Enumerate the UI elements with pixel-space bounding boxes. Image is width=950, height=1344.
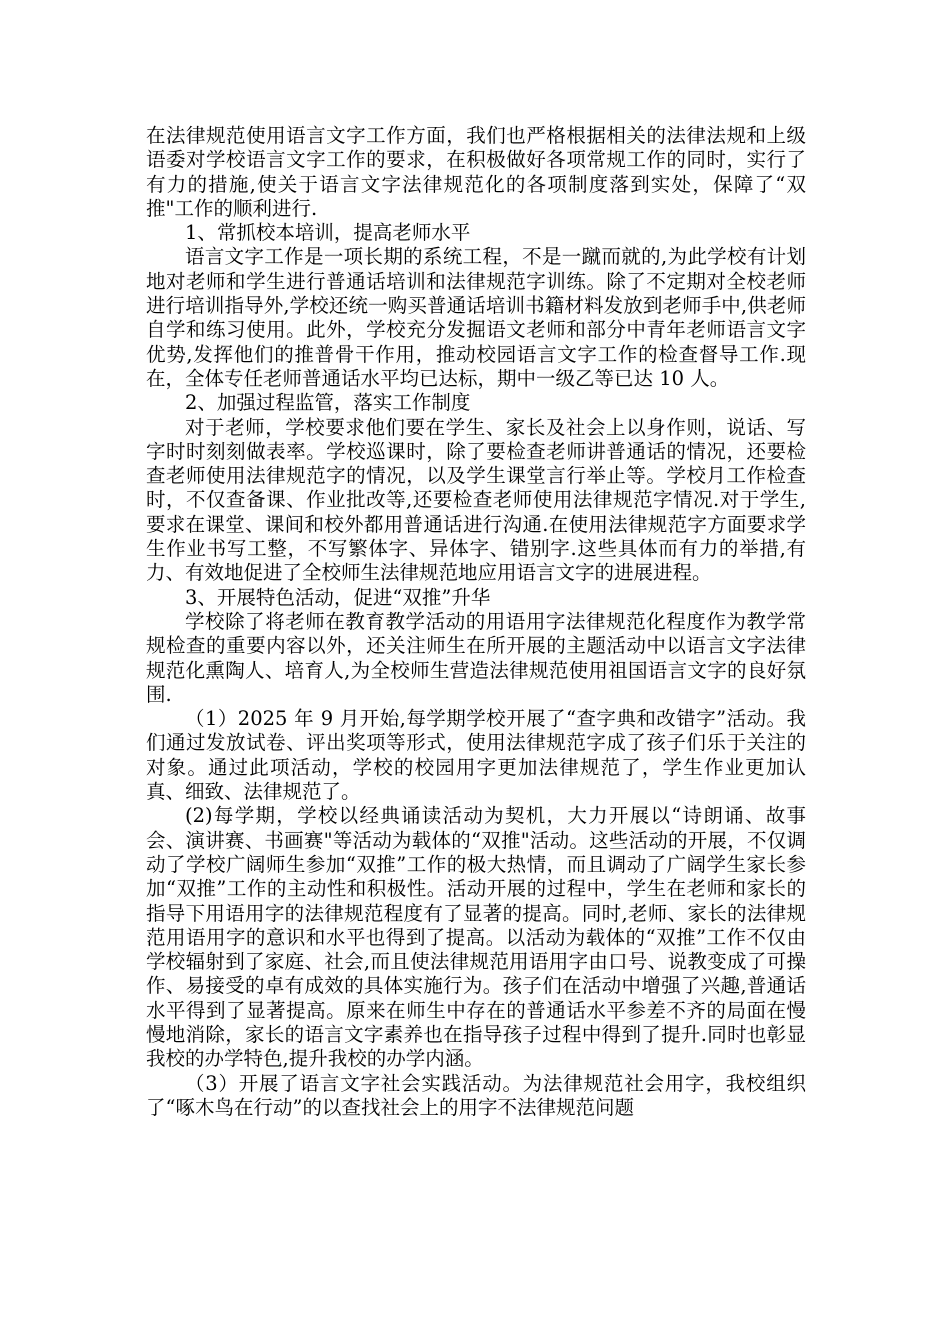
section-heading-3: 3、开展特色活动，促进“双推”升华 [185,585,491,609]
intro-paragraph: 在法律规范使用语言文字工作方面，我们也严格根据相关的法律法规和上级语委对学校语言文字工作的要求，在积极做好各项常规工作的同时，实行了有力的措施,使关于语言文字法律规范化的各项制度落到实处，保障了“双推"工作的顺利进行. [146,124,806,220]
document-body [146,124,806,1120]
section-heading-2: 2、加强过程监管，落实工作制度 [185,391,471,415]
activity-1-paragraph: （1）2025 年 9 月开始,每学期学校开展了“查字典和改错字”活动。我们通过发放试卷、评出奖项等形式，使用法律规范字成了孩子们乐于关注的对象。通过此项活动，学校的校园用字更加法律规范了，学生作业更加认真、细致、法律规范了。 [146,707,806,804]
activity-3-paragraph: （3）开展了语言文字社会实践活动。为法律规范社会用字，我校组织了“啄木鸟在行动”的以查找社会上的用字不法律规范问题 [146,1071,806,1119]
activity-2-paragraph: (2)每学期，学校以经典诵读活动为契机，大力开展以“诗朗诵、故事会、演讲赛、书画赛"等活动为载体的“双推"活动。这些活动的开展，不仅调动了学校广阔师生参加“双推”工作的极大热情，而且调动了广阔学生家长参加“双推”工作的主动性和积极性。活动开展的过程中，学生在老师和家长的指导下用语用字的法律规范程度有了显著的提高。同时,老师、家长的法律规范用语用字的意识和水平也得到了提高。以活动为载体的“双推”工作不仅由学校辐射到了家庭、社会,而且使法律规范用语用字由口号、说教变成了可操作、易接受的卓有成效的具体实施行为。孩子们在活动中增强了兴趣,普通话水平得到了显著提高。原来在师生中存在的普通话水平参差不齐的局面在慢慢地消除，家长的语言文字素养也在指导孩子过程中得到了提升.同时也彰显我校的办学特色,提升我校的办学内涵。 [146,804,806,1071]
section-3-paragraph: 学校除了将老师在教育教学活动的用语用字法律规范化程度作为教学常规检查的重要内容以外，还关注师生在所开展的主题活动中以语言文字法律规范化熏陶人、培育人,为全校师生营造法律规范使用祖国语言文字的良好氛围. [146,609,806,706]
section-1-paragraph: 语言文字工作是一项长期的系统工程，不是一蹴而就的,为此学校有计划地对老师和学生进行普通话培训和法律规范字训练。除了不定期对全校老师进行培训指导外,学校还统一购买普通话培训书籍材料发放到老师手中,供老师自学和练习使用。此外，学校充分发掘语文老师和部分中青年老师语言文字优势,发挥他们的推普骨干作用，推动校园语言文字工作的检查督导工作.现在，全体专任老师普通话水平均已达标，期中一级乙等已达 10 人。 [146,245,806,390]
section-2-paragraph: 对于老师，学校要求他们要在学生、家长及社会上以身作则，说话、写字时时刻刻做表率。学校巡课时，除了要检查老师讲普通话的情况，还要检查老师使用法律规范字的情况，以及学生课堂言行举止等。学校月工作检查时，不仅查备课、作业批改等,还要检查老师使用法律规范字情况.对于学生,要求在课堂、课间和校外都用普通话进行沟通.在使用法律规范字方面要求学生作业书写工整，不写繁体字、异体字、错别字.这些具体而有力的举措,有力、有效地促进了全校师生法律规范地应用语言文字的进展进程。 [146,415,806,585]
section-heading-1: 1、常抓校本培训，提高老师水平 [185,221,471,245]
